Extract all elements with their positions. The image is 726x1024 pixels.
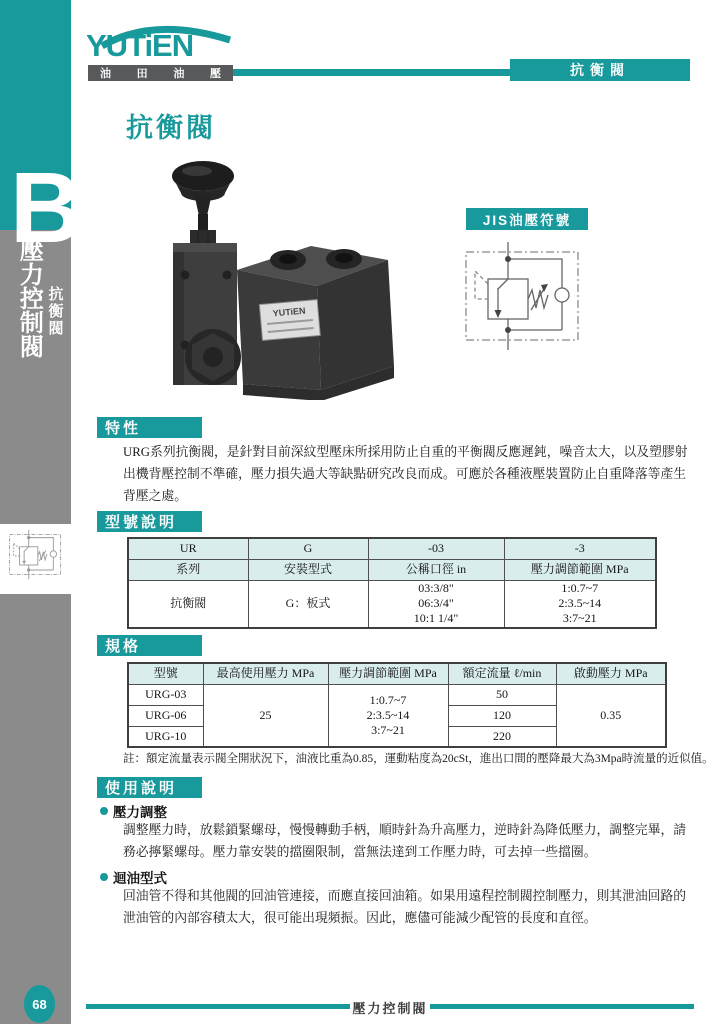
model-label-cell: 安裝型式 [248, 559, 368, 580]
series-value-cell: 抗衡閥 [128, 580, 248, 628]
spec-header-cell: 額定流量 ℓ/min [448, 663, 556, 684]
model-code-cell: -03 [368, 538, 504, 559]
usage-line: 回油管不得和其他閥的回油管連接，而應直接回油箱。如果用遠程控制閥控制壓力，則其泄油回路的 [123, 889, 687, 903]
spec-header-cell: 最高使用壓力 MPa [203, 663, 328, 684]
brand-logo-subtitle [88, 65, 233, 81]
spec-header-cell: 壓力調節範圍 MPa [328, 663, 448, 684]
jis-symbol-label: JIS油壓符號 [466, 208, 588, 230]
pressure-ranges-cell [504, 580, 656, 628]
model-cell: URG-03 [128, 684, 203, 705]
spec-table [127, 662, 667, 748]
sidebar-subcategory-label: 抗衡閥 [46, 286, 64, 337]
footer-category-label: 壓力控制閥 [352, 1001, 428, 1016]
table-row [128, 538, 656, 559]
model-code-cell: G [248, 538, 368, 559]
usage-line: 泄油管的內部容積太大，很可能出現頻振。因此，應儘可能減少配管的長度和直徑。 [123, 911, 597, 925]
table-row [128, 580, 656, 628]
page-category-banner: 抗衡閥 [510, 59, 690, 81]
logo-char: 田 [136, 68, 148, 80]
valve-nameplate-text: YUTiEN [272, 305, 306, 319]
section-letter: B [10, 152, 83, 264]
model-code-cell: UR [128, 538, 248, 559]
logo-char: 油 [100, 68, 111, 80]
footer-rule-right [430, 1004, 694, 1009]
section-heading-usage: 使用說明 [97, 777, 202, 798]
usage-line: 調整壓力時，放鬆鎖緊螺母，慢慢轉動手柄，順時針為升高壓力，逆時針為降低壓力，調整完畢，請 [123, 823, 687, 837]
port-size: 06:3/4" [418, 596, 454, 611]
model-code-table [127, 537, 657, 629]
spec-header-cell: 型號 [128, 663, 203, 684]
pressure-range: 2:3.5~14 [558, 596, 602, 611]
pressure-range: 1:0.7~7 [561, 581, 599, 596]
model-label-cell: 公稱口徑 in [368, 559, 504, 580]
usage-subheading-pressure-adjust [100, 801, 167, 821]
logo-char: 油 [173, 68, 185, 80]
table-row [128, 684, 666, 705]
section-heading-model-code: 型號說明 [97, 511, 202, 532]
usage-subheading-return-oil [100, 867, 167, 887]
pressure-range: 1:0.7~7 [369, 692, 407, 707]
model-label-cell: 系列 [128, 559, 248, 580]
sidebar-category-label: 壓力控制閥 [15, 238, 43, 358]
port-sizes-cell [368, 580, 504, 628]
flow-cell: 50 [448, 684, 556, 705]
usage-subheading-label: 迴油型式 [113, 871, 167, 886]
page-title: 抗衡閥 [126, 113, 216, 143]
model-cell: URG-10 [128, 726, 203, 747]
pressure-range: 3:7~21 [562, 611, 597, 626]
max-pressure-cell: 25 [203, 684, 328, 747]
bullet-dot-icon [100, 807, 108, 815]
usage-subheading-label: 壓力調整 [113, 805, 167, 820]
jis-hydraulic-symbol [456, 240, 592, 352]
flow-cell: 120 [448, 705, 556, 726]
footer-rule-left [86, 1004, 350, 1009]
usage-paragraph-return-oil [123, 885, 687, 929]
spec-header-cell: 啟動壓力 MPa [556, 663, 666, 684]
model-cell: URG-06 [128, 705, 203, 726]
logo-char: 壓 [209, 68, 221, 80]
section-heading-specs: 規格 [97, 635, 202, 656]
usage-paragraph-pressure-adjust [123, 819, 687, 863]
features-line: 背壓之處。 [123, 489, 187, 503]
pressure-range: 3:7~21 [371, 722, 405, 737]
spec-table-note: 註：額定流量表示閥全開狀況下，油液比重為0.85，運動粘度為20cSt，進出口間的壓降最大為3Mpa時流量的近似值。 [123, 753, 714, 765]
section-heading-features: 特性 [97, 417, 202, 438]
page-number-badge: 68 [24, 985, 55, 1023]
usage-line: 務必擰緊螺母。壓力靠安裝的擋圈限制，當無法達到工作壓力時，可去掉一些擋圈。 [123, 845, 597, 859]
mount-value-cell: G：板式 [248, 580, 368, 628]
features-line: 出機背壓控制不準確，壓力損失過大等缺點研究改良而成。可應於各種液壓裝置防止自重降落等產生 [123, 467, 687, 481]
valve-product-photo [145, 150, 400, 400]
range-cell [328, 684, 448, 747]
features-paragraph [123, 441, 688, 507]
model-code-cell: -3 [504, 538, 656, 559]
sidebar-gray-block-lower [0, 594, 71, 1024]
pressure-range: 2:3.5~14 [366, 707, 410, 722]
flow-cell: 220 [448, 726, 556, 747]
port-size: 03:3/8" [418, 581, 454, 596]
port-size: 10:1 1/4" [413, 611, 459, 626]
features-line: URG系列抗衡閥，是針對目前深紋型壓床所採用防止自重的平衡閥反應遲鈍，噪音太大，以及塑膠射 [123, 445, 688, 459]
cracking-pressure-cell: 0.35 [556, 684, 666, 747]
header-rule [233, 69, 510, 76]
table-row [128, 559, 656, 580]
bullet-dot-icon [100, 873, 108, 881]
brand-logo: YUTiEN [86, 28, 194, 63]
table-row [128, 663, 666, 684]
sidebar-mini-hydraulic-symbol-icon [5, 528, 67, 581]
model-label-cell: 壓力調節範圍 MPa [504, 559, 656, 580]
